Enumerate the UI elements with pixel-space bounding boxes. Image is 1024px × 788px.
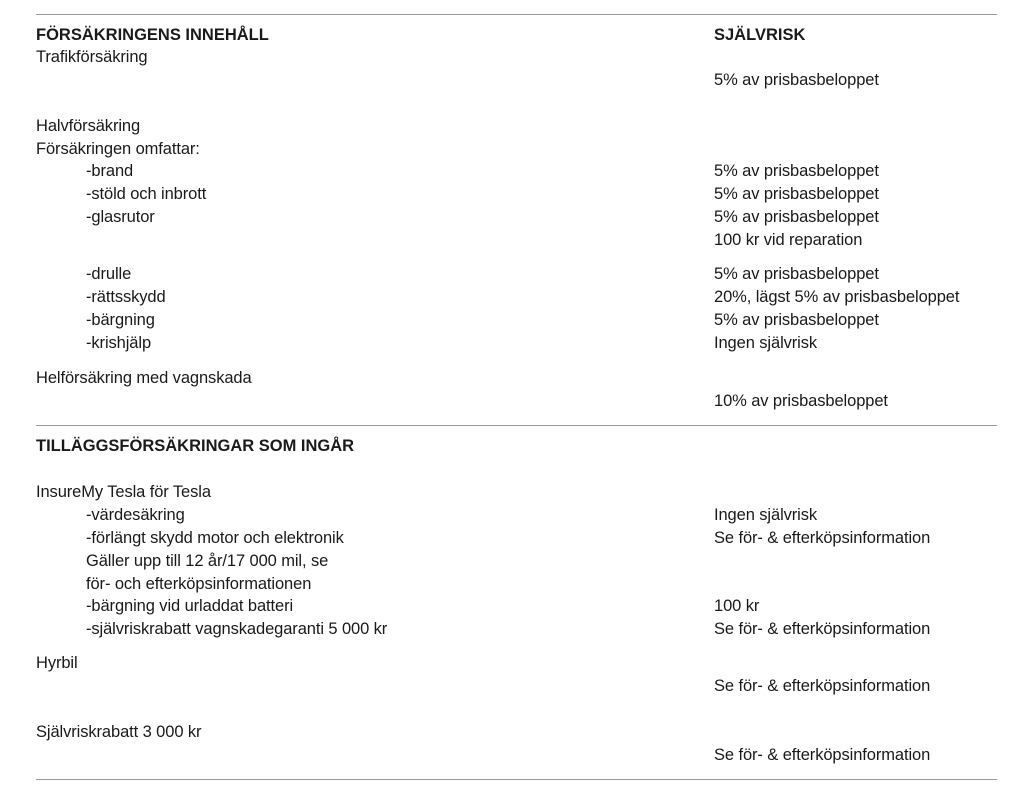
halv-label: Halvförsäkring bbox=[36, 117, 141, 135]
coverage-item-value-extra: 100 kr vid reparation bbox=[714, 231, 863, 249]
coverage-item-label: -drulle bbox=[86, 265, 132, 283]
coverage-item-value: 5% av prisbasbeloppet bbox=[714, 311, 879, 329]
divider-middle bbox=[36, 425, 997, 426]
addon-item-label: -bärgning vid urladdat batteri bbox=[86, 597, 294, 615]
coverage-item-label: -stöld och inbrott bbox=[86, 185, 207, 203]
section-heading-coverage: FÖRSÄKRINGENS INNEHÅLL bbox=[36, 26, 269, 44]
divider-top bbox=[36, 14, 997, 15]
hyrbil-value: Se för- & efterköpsinformation bbox=[714, 677, 931, 695]
hel-label: Helförsäkring med vagnskada bbox=[36, 369, 252, 387]
rabatt-label: Självriskrabatt 3 000 kr bbox=[36, 723, 202, 741]
addon-item-note: Gäller upp till 12 år/17 000 mil, se bbox=[86, 552, 329, 570]
trafik-label: Trafikförsäkring bbox=[36, 48, 148, 66]
hel-value: 10% av prisbasbeloppet bbox=[714, 392, 888, 410]
addon-item-value: 100 kr bbox=[714, 597, 760, 615]
addon-item-value: Se för- & efterköpsinformation bbox=[714, 620, 931, 638]
column-heading-deductible: SJÄLVRISK bbox=[714, 26, 806, 44]
coverage-item-value: 5% av prisbasbeloppet bbox=[714, 185, 879, 203]
section-heading-addons: TILLÄGGSFÖRSÄKRINGAR SOM INGÅR bbox=[36, 437, 355, 455]
addon-item-label: -självriskrabatt vagnskadegaranti 5 000 kr bbox=[86, 620, 388, 638]
coverage-item-label: -krishjälp bbox=[86, 334, 152, 352]
coverage-item-value: 5% av prisbasbeloppet bbox=[714, 162, 879, 180]
rabatt-value: Se för- & efterköpsinformation bbox=[714, 746, 931, 764]
addon-item-note: för- och efterköpsinformationen bbox=[86, 575, 312, 593]
coverage-item-value: 5% av prisbasbeloppet bbox=[714, 208, 879, 226]
addon-item-value: Ingen självrisk bbox=[714, 506, 818, 524]
hyrbil-label: Hyrbil bbox=[36, 654, 78, 672]
addon-item-value: Se för- & efterköpsinformation bbox=[714, 529, 931, 547]
trafik-value: 5% av prisbasbeloppet bbox=[714, 71, 879, 89]
coverage-item-label: -brand bbox=[86, 162, 134, 180]
addon-item-label: -förlängt skydd motor och elektronik bbox=[86, 529, 344, 547]
coverage-item-label: -rättsskydd bbox=[86, 288, 166, 306]
coverage-item-value: 5% av prisbasbeloppet bbox=[714, 265, 879, 283]
addon-item-label: -värdesäkring bbox=[86, 506, 185, 524]
coverage-item-value: 20%, lägst 5% av prisbasbeloppet bbox=[714, 288, 960, 306]
insuremy-label: InsureMy Tesla för Tesla bbox=[36, 483, 211, 501]
coverage-item-value: Ingen självrisk bbox=[714, 334, 818, 352]
halv-covers-label: Försäkringen omfattar: bbox=[36, 140, 200, 158]
coverage-item-label: -bärgning bbox=[86, 311, 155, 329]
coverage-item-label: -glasrutor bbox=[86, 208, 155, 226]
divider-bottom bbox=[36, 779, 997, 780]
